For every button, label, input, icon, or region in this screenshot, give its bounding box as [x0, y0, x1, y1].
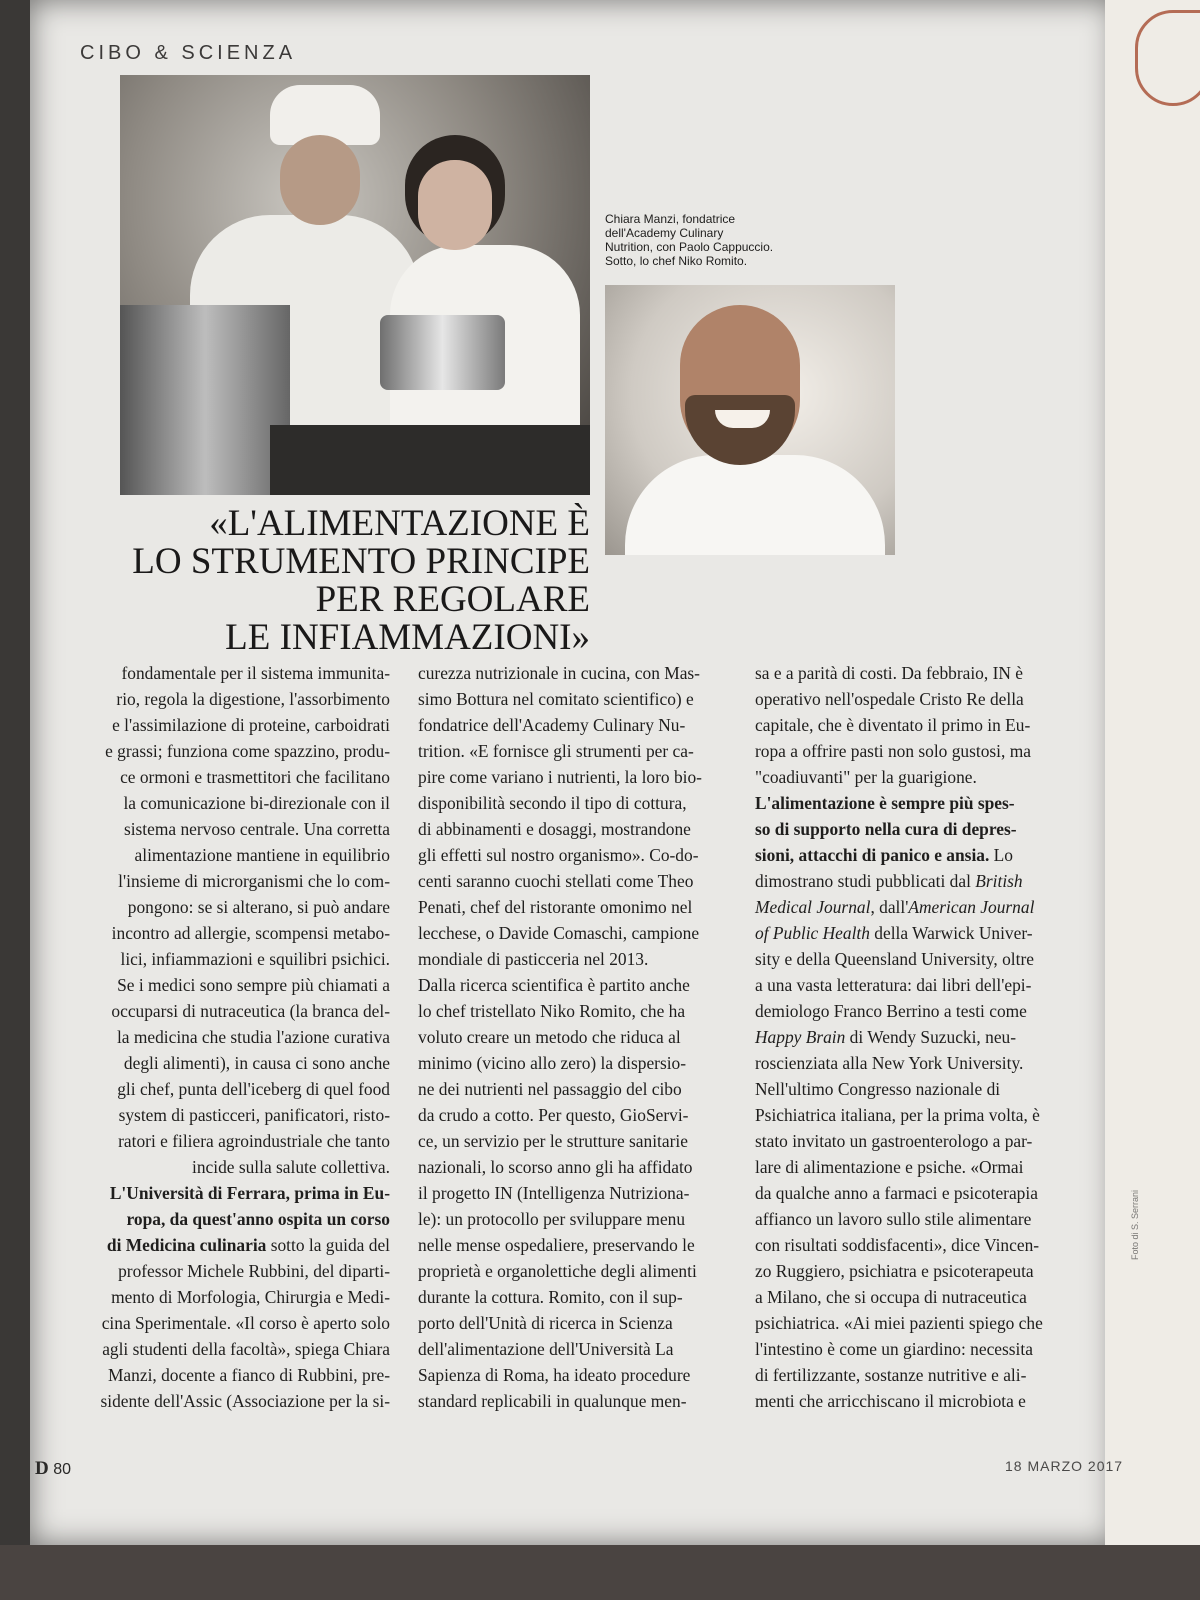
photo-credit: Foto di S. Serrani [1130, 1189, 1140, 1260]
article-line: porto dell'Unità di ricerca in Scienza [418, 1313, 673, 1333]
article-line: affianco un lavoro sullo stile alimentare [755, 1209, 1032, 1229]
article-line: il progetto IN (Intelligenza Nutriziona- [418, 1183, 690, 1203]
article-column-1 [65, 660, 390, 1414]
facing-page-edge [1105, 0, 1200, 1600]
article-line: Nell'ultimo Congresso nazionale di [755, 1079, 1001, 1099]
article-line: e grassi; funziona come spazzino, produ- [105, 741, 390, 761]
article-line: le): un protocollo per sviluppare menu [418, 1209, 686, 1229]
article-line: mento di Morfologia, Chirurgia e Medi- [111, 1287, 390, 1307]
article-line: lici, infiammazioni e squilibri psichici. [120, 949, 390, 969]
article-line: ratori e filiera agroindustriale che tanto [118, 1131, 390, 1151]
article-column-2 [418, 660, 743, 1414]
article-line: fondatrice dell'Academy Culinary Nu- [418, 715, 686, 735]
page-footer-number [35, 1458, 71, 1480]
article-line: di fertilizzante, sostanze nutritive e ali- [755, 1365, 1027, 1385]
article-line: la comunicazione bi-direzionale con il [123, 793, 390, 813]
article-line: "coadiuvanti" per la guarigione. [755, 767, 977, 787]
magazine-logo: D [35, 1458, 49, 1479]
article-line: professor Michele Rubbini, del diparti- [118, 1261, 390, 1281]
article-line: simo Bottura nel comitato scientifico) e [418, 689, 694, 709]
article-line: e l'assimilazione di proteine, carboidrati [112, 715, 390, 735]
photo-caption [605, 212, 845, 268]
article-line: lo chef tristellato Niko Romito, che ha [418, 1001, 686, 1021]
article-line: con risultati soddisfacenti», dice Vincen- [755, 1235, 1040, 1255]
article-line: psichiatrica. «Ai miei pazienti spiego che [755, 1313, 1043, 1333]
article-line: a Milano, che si occupa di nutraceutica [755, 1287, 1027, 1307]
article-line: menti che arricchiscano il microbiota e [755, 1391, 1026, 1411]
article-line: agli studenti della facoltà», spiega Chiara [102, 1339, 390, 1359]
article-line: operativo nell'ospedale Cristo Re della [755, 689, 1024, 709]
article-line: rio, regola la digestione, l'assorbimento [116, 689, 390, 709]
chefs-photo [120, 75, 590, 495]
article-line: Manzi, docente a fianco di Rubbini, pre- [107, 1365, 390, 1385]
headline-line: LO STRUMENTO PRINCIPE [132, 541, 590, 582]
article-line: Medical Journal, dall'American Journal [755, 897, 1035, 917]
section-label: CIBO & SCIENZA [80, 42, 297, 64]
article-line: dimostrano studi pubblicati dal British [755, 871, 1023, 891]
article-line: dell'alimentazione dell'Università La [418, 1339, 674, 1359]
article-line: of Public Health della Warwick Univer- [755, 923, 1033, 943]
article-line: sa e a parità di costi. Da febbraio, IN è [755, 663, 1023, 683]
article-line: standard replicabili in qualunque men- [418, 1391, 687, 1411]
chef-portrait-photo [605, 285, 895, 555]
article-line: cina Sperimentale. «Il corso è aperto solo [101, 1313, 390, 1333]
article-line: ce ormoni e trasmettitori che facilitano [120, 767, 390, 787]
headline-line: LE INFIAMMAZIONI» [225, 617, 590, 658]
article-line: nelle mense ospedaliere, preservando le [418, 1235, 695, 1255]
article-line: demiologo Franco Berrino a testi come [755, 1001, 1027, 1021]
article-line: curezza nutrizionale in cucina, con Mas- [418, 663, 700, 683]
article-line: proprietà e organolettiche degli alimenti [418, 1261, 697, 1281]
article-line: ne dei nutrienti nel passaggio del cibo [418, 1079, 682, 1099]
article-line: lecchese, o Davide Comaschi, campione [418, 923, 700, 943]
article-line: gli chef, punta dell'iceberg di quel food [117, 1079, 390, 1099]
caption-line: Chiara Manzi, fondatrice [605, 212, 736, 226]
article-line: Dalla ricerca scientifica è partito anche [418, 975, 690, 995]
article-line: so di supporto nella cura di depres- [755, 819, 1017, 839]
article-line: da crudo a cotto. Per questo, GioServi- [418, 1105, 689, 1125]
caption-line: Nutrition, con Paolo Cappuccio. [605, 240, 774, 254]
article-line: zo Ruggiero, psichiatra e psicoterapeuta [755, 1261, 1034, 1281]
article-line: ropa, da quest'anno ospita un corso [126, 1209, 390, 1229]
caption-line: dell'Academy Culinary [605, 226, 724, 240]
article-line: l'intestino è come un giardino: necessita [755, 1339, 1033, 1359]
article-line: alimentazione mantiene in equilibrio [134, 845, 390, 865]
article-line: stato invitato un gastroenterologo a par- [755, 1131, 1033, 1151]
article-line: incide sulla salute collettiva. [192, 1157, 390, 1177]
decorative-illustration [1135, 10, 1200, 106]
article-line: sidente dell'Assic (Associazione per la si- [100, 1391, 390, 1411]
article-line: nazionali, lo scorso anno gli ha affidato [418, 1157, 693, 1177]
article-line: gli effetti sul nostro organismo». Co-do- [418, 845, 699, 865]
article-line: lare di alimentazione e psiche. «Ormai [755, 1157, 1024, 1177]
article-line: pire come variano i nutrienti, la loro bio- [418, 767, 702, 787]
article-line: ropa a offrire pasti non solo gustosi, ma [755, 741, 1031, 761]
pull-quote-headline [120, 505, 590, 657]
article-line: trition. «E fornisce gli strumenti per ca- [418, 741, 694, 761]
article-line: degli alimenti), in causa ci sono anche [123, 1053, 390, 1073]
background-edge [0, 1545, 1200, 1600]
page-number: 80 [53, 1461, 71, 1478]
article-line: la medicina che studia l'azione curativa [116, 1027, 390, 1047]
article-line: sity e della Queensland University, oltre [755, 949, 1034, 969]
article-line: Penati, chef del ristorante omonimo nel [418, 897, 693, 917]
article-line: Se i medici sono sempre più chiamati a [117, 975, 390, 995]
article-line: di abbinamenti e dosaggi, mostrandone [418, 819, 691, 839]
article-line: sioni, attacchi di panico e ansia. Lo [755, 845, 1013, 865]
article-line: da qualche anno a farmaci e psicoterapia [755, 1183, 1038, 1203]
article-line: durante la cottura. Romito, con il sup- [418, 1287, 683, 1307]
article-line: a una vasta letteratura: dai libri dell'epi- [755, 975, 1032, 995]
article-line: Happy Brain di Wendy Suzucki, neu- [755, 1027, 1017, 1047]
issue-date: 18 MARZO 2017 [1005, 1458, 1124, 1474]
article-line: fondamentale per il sistema immunita- [121, 663, 390, 683]
article-line: voluto creare un metodo che riduca al [418, 1027, 681, 1047]
article-column-3 [755, 660, 1080, 1414]
article-line: l'insieme di microrganismi che lo com- [118, 871, 390, 891]
caption-line: Sotto, lo chef Niko Romito. [605, 254, 748, 268]
article-line: system di pasticceri, panificatori, risto- [118, 1105, 390, 1125]
article-line: capitale, che è diventato il primo in Eu- [755, 715, 1031, 735]
article-line: Psichiatrica italiana, per la prima volta, è [755, 1105, 1040, 1125]
headline-line: PER REGOLARE [315, 579, 590, 620]
article-line: incontro ad allergie, scompensi metabo- [111, 923, 390, 943]
article-line: di Medicina culinaria sotto la guida del [106, 1235, 390, 1255]
article-line: L'Università di Ferrara, prima in Eu- [109, 1183, 390, 1203]
article-line: ce, un servizio per le strutture sanitarie [418, 1131, 688, 1151]
article-line: minimo (vicino allo zero) la dispersio- [418, 1053, 687, 1073]
article-line: roscienziata alla New York University. [755, 1053, 1024, 1073]
article-line: occuparsi di nutraceutica (la branca del- [111, 1001, 390, 1021]
article-line: disponibilità secondo il tipo di cottura, [418, 793, 687, 813]
article-line: centi saranno cuochi stellati come Theo [418, 871, 694, 891]
article-line: Sapienza di Roma, ha ideato procedure [418, 1365, 691, 1385]
article-line: sistema nervoso centrale. Una corretta [123, 819, 390, 839]
headline-line: «L'ALIMENTAZIONE È [209, 503, 590, 544]
article-line: mondiale di pasticceria nel 2013. [418, 949, 649, 969]
article-line: L'alimentazione è sempre più spes- [755, 793, 1015, 813]
article-line: pongono: se si alterano, si può andare [127, 897, 390, 917]
